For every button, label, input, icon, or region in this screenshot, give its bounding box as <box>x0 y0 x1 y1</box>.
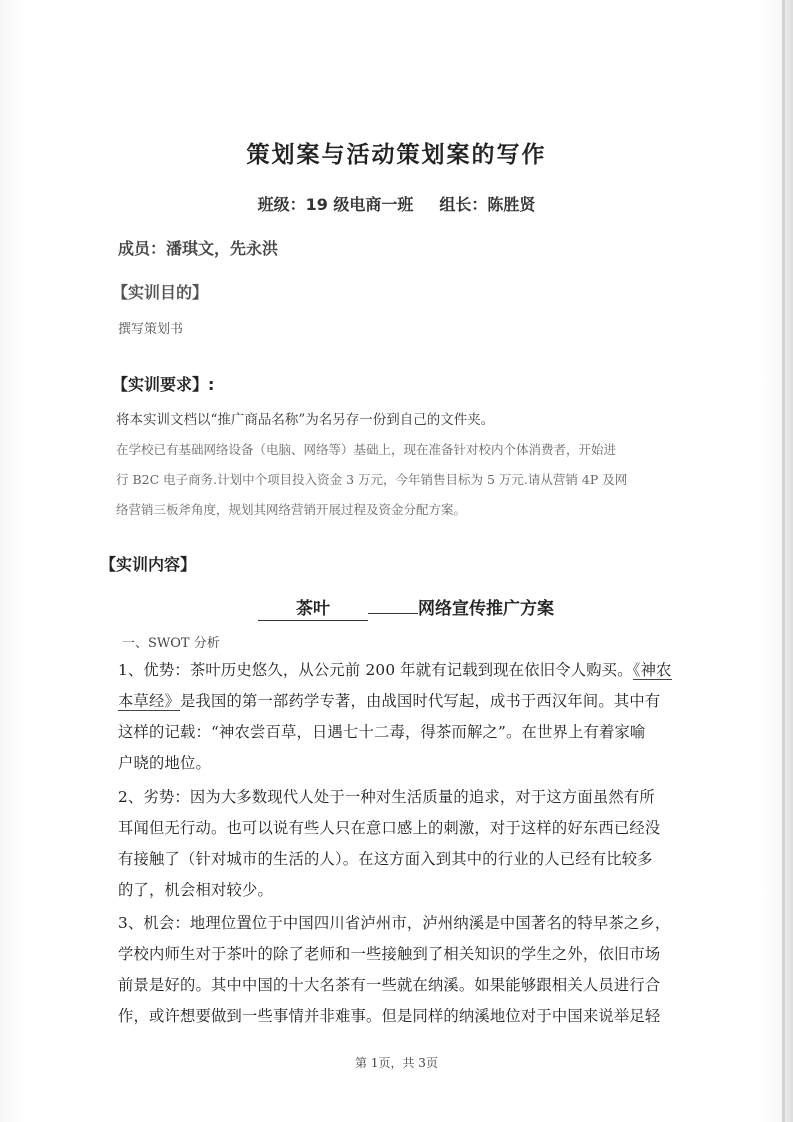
members-label: 成员：潘琪文，先永洪 <box>118 239 279 258</box>
content-line: 学校内师生对于茶叶的除了老师和一些接触到了相关知识的学生之外，依旧市场 <box>118 945 661 963</box>
plan-title-text: 网络宣传推广方案 <box>418 599 554 619</box>
content-line: 本草经》是我国的第一部药学专著，由战国时代写起，成书于西汉年间。其中有 <box>118 692 661 710</box>
requirement-line: 络营销三板斧角度，规划其网络营销开展过程及资金分配方案。 <box>116 502 467 517</box>
content-line: 户晓的地位。 <box>118 754 211 772</box>
section-heading-purpose: 【实训目的】 <box>112 283 209 302</box>
document-title: 策划案与活动策划案的写作 <box>246 142 547 168</box>
plan-blank-tail <box>368 612 418 614</box>
content-line: 1、优势：茶叶历史悠久，从公元前 200 年就有记载到现在依旧令人购买。《神农 <box>118 661 672 679</box>
requirement-line: 将本实训文档以“推广商品名称”为名另存一份到自己的文件夹。 <box>116 412 495 428</box>
class-leader-line <box>0 192 793 215</box>
requirement-line: 行 B2C 电子商务.计划中个项目投入资金 3 万元，今年销售目标为 5 万元.请从营销 4P 及网 <box>116 472 628 487</box>
content-line: 有接触了（针对城市的生活的人）。在这方面入到其中的行业的人已经有比较多 <box>118 850 653 868</box>
section-heading-requirements: 【实训要求】: <box>112 375 215 394</box>
purpose-body: 撰写策划书 <box>118 322 184 337</box>
content-line: 前景是好的。其中中国的十大名茶有一些就在纳溪。如果能够跟相关人员进行合 <box>118 976 661 994</box>
leader-label: 组长：陈胜贤 <box>439 195 536 214</box>
swot-heading: 一、SWOT 分析 <box>122 636 220 651</box>
book-title-underlined: 本草经》 <box>118 692 180 710</box>
requirement-line: 在学校已有基础网络设备（电脑、网络等）基础上，现在准备针对校内个体消费者，开始进 <box>116 442 617 457</box>
content-line: 3、机会：地理位置位于中国四川省泸州市，泸州纳溪是中国著名的特早茶之乡， <box>118 914 671 932</box>
content-line: 这样的记载：“神农尝百草，日遇七十二毒，得茶而解之”。在世界上有着家喻 <box>118 723 646 741</box>
section-heading-content: 【实训内容】 <box>100 555 197 574</box>
plan-product-blank: 茶叶 <box>258 594 368 621</box>
content-line: 2、劣势：因为大多数现代人处于一种对生活质量的追求，对于这方面虽然有所 <box>118 788 655 806</box>
book-title-underlined: 《神农 <box>632 661 672 679</box>
content-line: 耳闻但无行动。也可以说有些人只在意口感上的刺激，对于这样的好东西已经没 <box>118 819 661 837</box>
content-line: 作，或许想要做到一些事情并非难事。但是同样的纳溪地位对于中国来说举足轻 <box>118 1007 661 1025</box>
plan-title <box>258 594 554 621</box>
page-footer: 第 1页，共 3页 <box>355 1056 438 1070</box>
class-label: 班级：19 级电商一班 <box>257 195 414 214</box>
content-line: 的了，机会相对较少。 <box>118 881 273 899</box>
